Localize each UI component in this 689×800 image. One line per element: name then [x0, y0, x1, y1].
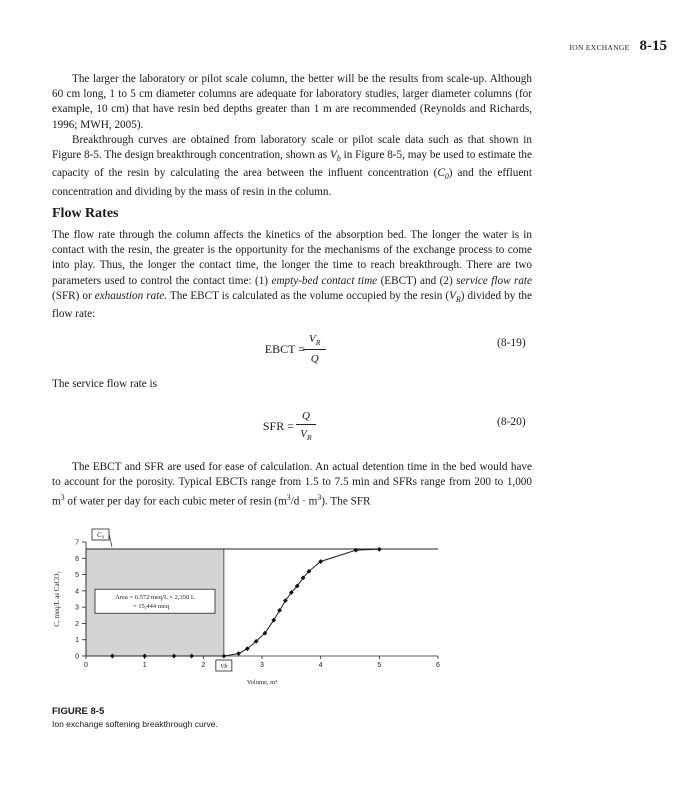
y-tick-label: 5: [75, 572, 79, 580]
section-heading-flow-rates: Flow Rates: [52, 206, 119, 221]
c0-arrow: [109, 534, 112, 547]
y-tick-label: 3: [75, 604, 79, 612]
paragraph-breakthrough: Breakthrough curves are obtained from laboratory scale or pilot scale data such as that shown in Figure 8-5. The design breakthrough concentration, shown as $V_b$ in Figure 8-5, may be used to estimate the capacity of the resin by calculating the area between the influent concentration $(C_0)$ and the effluent concentration and dividing by the mass of resin in the column.: [52, 133, 532, 198]
x-axis-label: Volume, m³: [246, 679, 278, 686]
y-tick-label: 6: [75, 555, 79, 563]
x-tick-label: 3: [260, 662, 264, 669]
paragraph-ebct-sfr: The EBCT and SFR are used for ease of calculation. An actual detention time in the bed would have to account for the porosity. Typical EBCTs range from 1.5 to 7.5 min and SFRs range from 200 to 1,000 $m^3$ of water per day for each cubic meter of resin $(m^3/d \cdot m^3)$. The SFR: [52, 461, 532, 509]
running-header-section: ION EXCHANGE: [569, 43, 630, 52]
y-tick-label: 0: [75, 653, 79, 661]
area-annotation-line2: = 15,444 meq: [133, 603, 169, 611]
data-point-marker: [353, 548, 358, 553]
ebct-sfr-text: [52, 460, 532, 510]
y-tick-label: 2: [75, 620, 79, 628]
equation-ebct-fraction: $\frac{V_R}{Q}$: [303, 333, 326, 365]
c0-label: C₀: [96, 531, 105, 539]
data-point-marker: [277, 608, 282, 613]
intro-paragraphs: [52, 72, 532, 200]
equation-number-8-19: (8-19): [497, 337, 526, 349]
x-tick-label: 4: [318, 662, 323, 669]
y-tick-label: 4: [75, 588, 79, 596]
y-tick-label: 7: [75, 539, 79, 547]
figure-label: FIGURE 8-5: [52, 706, 105, 717]
flow-rates-text: [52, 228, 532, 322]
x-tick-label: 2: [201, 662, 206, 669]
running-header: [569, 38, 667, 55]
y-tick-label: 1: [75, 637, 79, 645]
x-tick-label: 0: [84, 662, 88, 669]
data-point-marker: [236, 651, 241, 656]
equation-sfr-fraction: $\frac{Q}{V_R}$: [296, 410, 316, 442]
x-tick-label: 6: [436, 662, 440, 669]
breakthrough-chart: [0, 520, 689, 700]
equation-ebct-lhs: EBCT =: [264, 342, 305, 356]
vb-label: Vb: [220, 663, 228, 670]
service-flow-line: The service flow rate is: [52, 378, 157, 390]
data-point-marker: [377, 547, 382, 552]
equation-number-8-20: (8-20): [497, 416, 526, 428]
paragraph-flow-rates: The flow rate through the column affects the kinetics of the absorption bed. The longer the water is in contact with the resin, the greater is the opportunity for the mechanisms of the exchange process to come into play. Thus, the longer the contact time, the longer the time to reach breakthrough. There are two parameters used to control the contact time: (1) empty-bed contact time (EBCT) and (2) service flow rate (SFR) or exhaustion rate. The EBCT is calculated as the volume occupied by the resin $(V_R)$ divided by the flow rate:: [52, 229, 532, 321]
x-tick-label: 1: [142, 662, 147, 669]
equation-sfr-lhs: SFR =: [262, 419, 294, 433]
page-number: 8-15: [639, 38, 667, 54]
y-axis-label: C, meq/L as CaCO₃: [53, 571, 61, 627]
paragraph-scale-up: The larger the laboratory or pilot scale column, the better will be the results from scale-up. Although 60 cm long, 1 to 5 cm diameter columns are adequate for laboratory studies, larger diameter columns (for example, 10 cm) that have resin bed depths greater than 1 m are recommended (Reynolds and Richards, 1996; MWH, 2005).: [52, 73, 532, 131]
area-annotation-line1: Area = 6.572 meq/L × 2,350 L: [115, 594, 195, 602]
figure-caption: [52, 706, 218, 729]
x-tick-label: 5: [377, 662, 382, 669]
figure-caption-text: Ion exchange softening breakthrough curve.: [52, 719, 218, 729]
